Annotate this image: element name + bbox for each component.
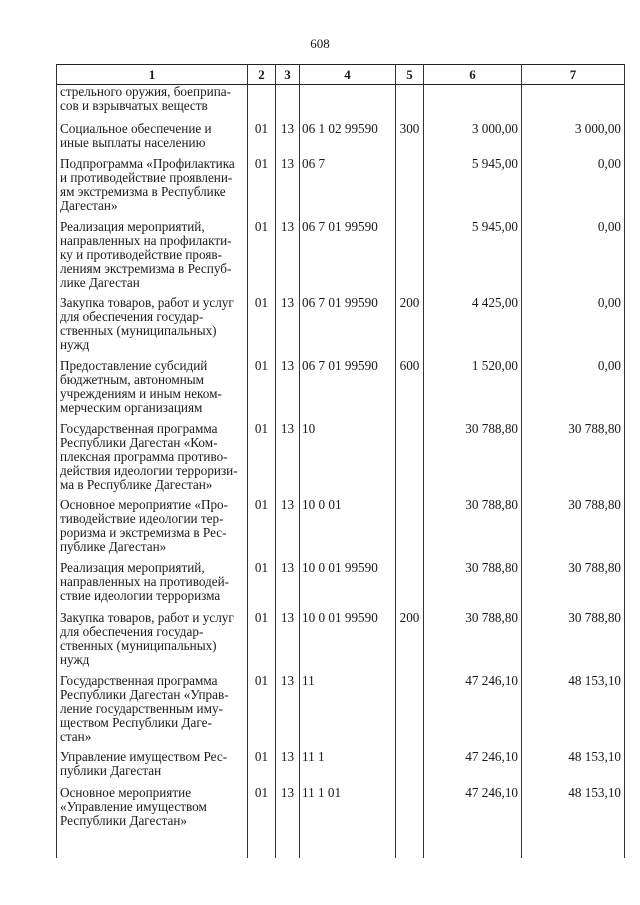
row-target-code: 10 0 01 [300, 498, 396, 561]
row-section: 01 [248, 786, 276, 858]
row-amount-col7: 0,00 [522, 157, 625, 220]
row-expense-type: 600 [396, 359, 424, 422]
table-row [57, 85, 625, 122]
row-name: Реализация мероприятий, направленных на противодей- ствие идеологии терроризма [57, 561, 248, 611]
row-target-code: 11 [300, 674, 396, 750]
row-amount-col6: 30 788,80 [424, 611, 522, 674]
row-expense-type: 200 [396, 296, 424, 359]
row-section: 01 [248, 157, 276, 220]
table-row [57, 422, 625, 498]
row-amount-col6: 4 425,00 [424, 296, 522, 359]
row-section: 01 [248, 498, 276, 561]
row-target-code: 06 7 [300, 157, 396, 220]
row-subsection [276, 85, 300, 122]
row-subsection: 13 [276, 359, 300, 422]
row-expense-type: 200 [396, 611, 424, 674]
table-row [57, 674, 625, 750]
header-row [57, 65, 625, 85]
row-target-code: 06 7 01 99590 [300, 220, 396, 296]
row-subsection: 13 [276, 561, 300, 611]
row-expense-type [396, 220, 424, 296]
row-amount-col6: 47 246,10 [424, 750, 522, 786]
table-row [57, 611, 625, 674]
row-amount-col7 [522, 85, 625, 122]
row-amount-col6: 30 788,80 [424, 422, 522, 498]
table-row [57, 122, 625, 157]
row-amount-col6: 1 520,00 [424, 359, 522, 422]
column-header-5: 5 [396, 65, 424, 85]
row-subsection: 13 [276, 157, 300, 220]
column-header-7: 7 [522, 65, 625, 85]
row-subsection: 13 [276, 786, 300, 858]
row-target-code: 10 [300, 422, 396, 498]
row-expense-type [396, 786, 424, 858]
row-expense-type [396, 750, 424, 786]
row-amount-col7: 0,00 [522, 296, 625, 359]
row-section: 01 [248, 359, 276, 422]
row-amount-col7: 30 788,80 [522, 422, 625, 498]
row-amount-col6: 30 788,80 [424, 498, 522, 561]
row-amount-col7: 30 788,80 [522, 498, 625, 561]
row-amount-col6: 47 246,10 [424, 674, 522, 750]
table-body [57, 85, 625, 858]
row-expense-type [396, 674, 424, 750]
table-row [57, 157, 625, 220]
row-section: 01 [248, 220, 276, 296]
table-row [57, 359, 625, 422]
row-expense-type [396, 85, 424, 122]
row-section: 01 [248, 122, 276, 157]
row-amount-col6: 5 945,00 [424, 220, 522, 296]
row-amount-col6 [424, 85, 522, 122]
column-header-1: 1 [57, 65, 248, 85]
row-amount-col7: 48 153,10 [522, 750, 625, 786]
table-row [57, 786, 625, 858]
row-name: Подпрограмма «Профилактика и противодействие проявлени- ям экстремизма в Республике Дагестан» [57, 157, 248, 220]
row-name: Закупка товаров, работ и услуг для обеспечения государ- ственных (муниципальных) нужд [57, 296, 248, 359]
row-amount-col7: 48 153,10 [522, 674, 625, 750]
row-name: Государственная программа Республики Дагестан «Ком- плексная программа противо- действия идеологии терроризи- ма в Республике Дагестан» [57, 422, 248, 498]
row-name: Социальное обеспечение и иные выплаты населению [57, 122, 248, 157]
row-amount-col7: 0,00 [522, 359, 625, 422]
page-number: 608 [310, 36, 330, 51]
table-row [57, 750, 625, 786]
column-header-3: 3 [276, 65, 300, 85]
row-section: 01 [248, 561, 276, 611]
table-row [57, 220, 625, 296]
row-target-code: 10 0 01 99590 [300, 611, 396, 674]
row-amount-col7: 30 788,80 [522, 561, 625, 611]
row-amount-col6: 5 945,00 [424, 157, 522, 220]
table-row [57, 498, 625, 561]
row-name: Реализация мероприятий, направленных на профилакти- ку и противодействие прояв- лениям экстремизма в Респуб- лике Дагестан [57, 220, 248, 296]
row-amount-col7: 0,00 [522, 220, 625, 296]
budget-table [56, 64, 625, 858]
row-subsection: 13 [276, 674, 300, 750]
column-header-4: 4 [300, 65, 396, 85]
column-header-6: 6 [424, 65, 522, 85]
row-section: 01 [248, 422, 276, 498]
row-amount-col7: 30 788,80 [522, 611, 625, 674]
row-target-code [300, 85, 396, 122]
row-section: 01 [248, 750, 276, 786]
row-section: 01 [248, 674, 276, 750]
row-target-code: 06 1 02 99590 [300, 122, 396, 157]
row-name: Предоставление субсидий бюджетным, автономным учреждениям и иным неком- мерческим организациям [57, 359, 248, 422]
row-name: Основное мероприятие «Про- тиводействие идеологии тер- роризма и экстремизма в Рес- публике Дагестан» [57, 498, 248, 561]
row-target-code: 06 7 01 99590 [300, 296, 396, 359]
row-subsection: 13 [276, 422, 300, 498]
row-name: Государственная программа Республики Дагестан «Управ- ление государственным иму- ществом Республики Даге- стан» [57, 674, 248, 750]
row-amount-col6: 30 788,80 [424, 561, 522, 611]
row-expense-type: 300 [396, 122, 424, 157]
row-section [248, 85, 276, 122]
row-name: стрельного оружия, боеприпа- сов и взрывчатых веществ [57, 85, 248, 122]
row-amount-col6: 47 246,10 [424, 786, 522, 858]
row-section: 01 [248, 611, 276, 674]
column-header-2: 2 [248, 65, 276, 85]
row-subsection: 13 [276, 750, 300, 786]
row-target-code: 11 1 [300, 750, 396, 786]
row-amount-col7: 3 000,00 [522, 122, 625, 157]
row-expense-type [396, 422, 424, 498]
row-name: Закупка товаров, работ и услуг для обеспечения государ- ственных (муниципальных) нужд [57, 611, 248, 674]
row-target-code: 11 1 01 [300, 786, 396, 858]
row-name: Основное мероприятие «Управление имуществом Республики Дагестан» [57, 786, 248, 858]
row-subsection: 13 [276, 611, 300, 674]
row-subsection: 13 [276, 296, 300, 359]
table-row [57, 561, 625, 611]
row-subsection: 13 [276, 498, 300, 561]
table-row [57, 296, 625, 359]
row-target-code: 10 0 01 99590 [300, 561, 396, 611]
row-amount-col7: 48 153,10 [522, 786, 625, 858]
row-expense-type [396, 498, 424, 561]
row-expense-type [396, 561, 424, 611]
row-subsection: 13 [276, 220, 300, 296]
row-subsection: 13 [276, 122, 300, 157]
row-expense-type [396, 157, 424, 220]
row-name: Управление имуществом Рес- публики Дагестан [57, 750, 248, 786]
row-amount-col6: 3 000,00 [424, 122, 522, 157]
row-section: 01 [248, 296, 276, 359]
row-target-code: 06 7 01 99590 [300, 359, 396, 422]
